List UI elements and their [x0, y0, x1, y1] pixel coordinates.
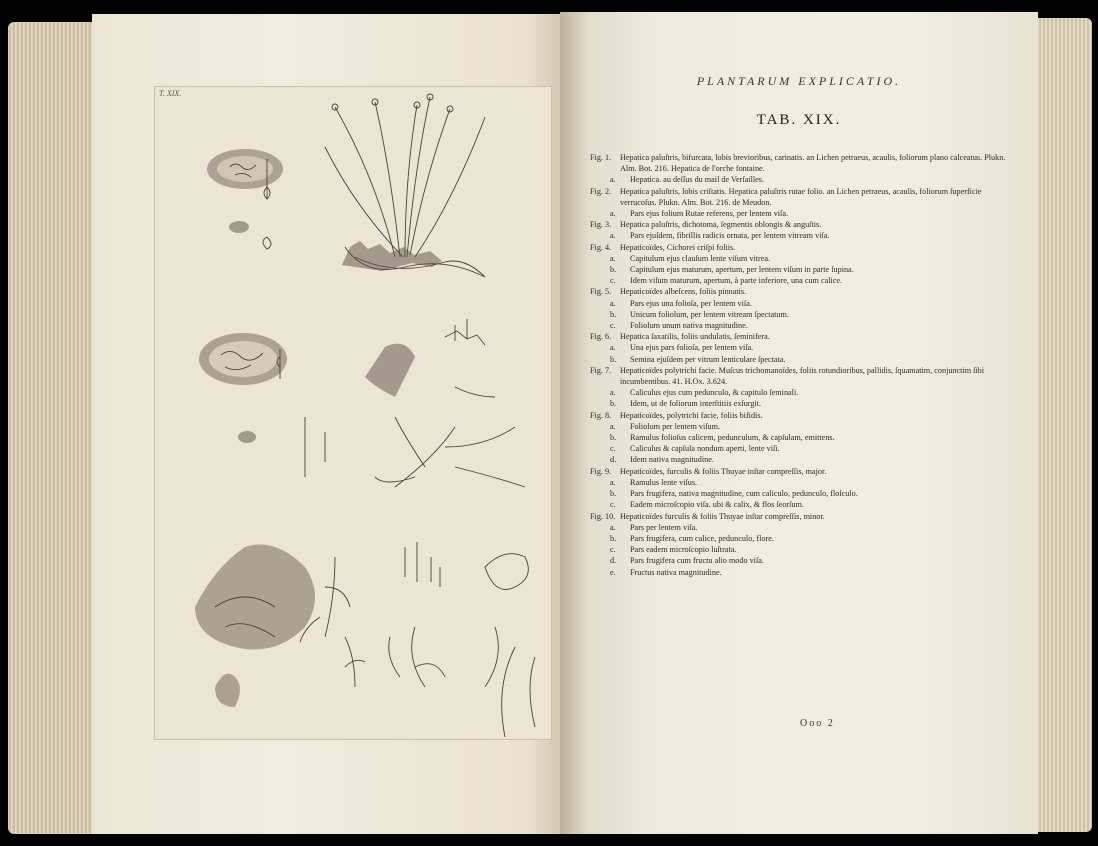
entry-text: Hepaticoïdes albeſcens, foliis pinnatis.: [620, 287, 747, 297]
list-item: [590, 275, 1010, 286]
entry-label: e.: [610, 567, 616, 577]
entry-label: c.: [610, 500, 616, 510]
left-page: [92, 14, 564, 834]
entry-text: Hepatica ſaxatilis, foliis undulatis, ſeminifera.: [620, 332, 770, 342]
botanical-plate: [154, 86, 552, 740]
list-item: [590, 533, 1010, 544]
entry-label: Fig. 1.: [590, 153, 612, 162]
figure-9-10-illustration: [300, 557, 535, 737]
list-item: [590, 174, 1010, 185]
entry-text: Pars frugifera cum fructu alio modo viſa.: [630, 556, 764, 566]
entry-label: c.: [610, 321, 616, 331]
entry-text: Fructus nativa magnitudine.: [630, 567, 722, 577]
list-item: [590, 567, 1010, 578]
entry-label: Fig. 10.: [590, 511, 616, 521]
entry-text: Capitulum ejus maturum, apertum, per lentem viſum in parte ſupina.: [630, 265, 854, 275]
list-item: [590, 398, 1010, 409]
figure-3-illustration: [195, 545, 315, 708]
list-item: [590, 387, 1010, 398]
entry-text: Caliculus & capſula nondum aperti, lente viſi.: [630, 444, 780, 454]
entry-text: Pars ejus folium Rutae referens, per lentem viſa.: [630, 209, 789, 219]
entry-text: Ramulus folioſus calicem, pedunculum, & capſulam, emittens.: [630, 433, 835, 443]
entry-text: Hepatica. au deſſus du mail de Verſailles.: [630, 175, 764, 185]
entry-label: c.: [610, 545, 616, 555]
entry-label: a.: [610, 388, 616, 398]
entry-label: b.: [610, 433, 617, 443]
entry-label: a.: [610, 175, 616, 185]
entry-label: d.: [610, 556, 617, 566]
entry-label: Fig. 6.: [590, 332, 612, 342]
list-item: [590, 466, 1010, 477]
plate-engraving: [155, 87, 551, 739]
entry-label: Fig. 9.: [590, 466, 612, 476]
entry-text: Pars ejuſdem, fibrillis radicis ornata, per lentem vitream viſa.: [630, 231, 830, 241]
entry-text: Pars eadem microſcopio luſtrata.: [630, 545, 737, 555]
entry-label: Fig. 3.: [590, 220, 612, 230]
entry-text: Hepaticoïdes furculis & foliis Thuyae inſtar compreſſis, minor.: [620, 511, 825, 521]
entry-text: Unicum foliolum, per lentem vitream ſpectatum.: [630, 309, 789, 319]
left-page-edges: [8, 22, 98, 834]
list-item: [590, 454, 1010, 465]
list-item: [590, 253, 1010, 264]
list-item: [590, 410, 1010, 421]
list-item: [590, 499, 1010, 510]
list-item: [590, 309, 1010, 320]
entry-label: d.: [610, 455, 617, 465]
list-item: [590, 544, 1010, 555]
list-item: [590, 242, 1010, 253]
entry-label: Fig. 7.: [590, 365, 612, 375]
running-head: PLANTARUM EXPLICATIO.: [696, 74, 902, 88]
entry-label: c.: [610, 444, 616, 454]
entry-text: Idem, ut de foliorum interſtitiis exſurgit.: [630, 399, 762, 409]
list-item: [590, 522, 1010, 533]
right-page-edges: [1034, 18, 1092, 832]
entry-text: Hepaticoïdes, Cichorei criſpi foliis.: [620, 242, 736, 252]
entry-label: b.: [610, 399, 617, 409]
list-item: [590, 443, 1010, 454]
signature-mark: Ooo 2: [800, 718, 835, 729]
plate-number: T. XIX.: [159, 89, 182, 98]
entry-text: Hepatica paluſtris, dichotoma, ſegmentis oblongis & anguſtis.: [620, 220, 822, 230]
entry-text: Eadem microſcopio viſa. ubi & calix, & flos ſeorſum.: [630, 500, 804, 510]
list-item: [590, 432, 1010, 443]
entry-text: Idem nativa magnitudine.: [630, 455, 714, 465]
table-title: TAB. XIX.: [756, 112, 842, 128]
entry-text: Caliculus ejus cum pedunculo, & capitulo ſeminali.: [630, 388, 799, 398]
entry-label: a.: [610, 421, 616, 431]
entry-text: Pars frugifera, cum calice, pedunculo, flore.: [630, 533, 774, 543]
entry-label: Fig. 2.: [590, 186, 612, 196]
list-item: [590, 331, 1010, 342]
entry-text: Una ejus pars folioſa, per lentem viſa.: [630, 343, 754, 353]
list-item: [590, 298, 1010, 309]
list-item: [590, 477, 1010, 488]
list-item: [590, 208, 1010, 219]
entry-label: a.: [610, 298, 616, 308]
list-item: [590, 286, 1010, 297]
entry-text: Ramulus lente viſus.: [630, 477, 698, 487]
entry-label: a.: [610, 253, 616, 263]
list-item: [590, 320, 1010, 331]
entry-text: Foliolum per lentem viſum.: [630, 421, 721, 431]
entry-label: a.: [610, 209, 616, 219]
list-item: [590, 488, 1010, 499]
entry-label: Fig. 8.: [590, 410, 612, 420]
entry-text: Pars per lentem viſa.: [630, 522, 698, 532]
entry-text: Hepatica paluſtris, lobis criſtatis. Hepatica paluſtris rutae folio. an Lichen petraeus, acaulis, foliorum ſuperficie verrucoſus. Plukn. Alm. Bot. 216. de Meudon.: [620, 186, 982, 207]
right-page: [560, 12, 1038, 834]
entry-label: b.: [610, 489, 617, 499]
entry-label: b.: [610, 533, 617, 543]
figure-1-illustration: [207, 149, 283, 233]
entry-label: Fig. 4.: [590, 242, 612, 252]
entry-text: Foliolum unum nativa magnitudine.: [630, 321, 748, 331]
entry-label: b.: [610, 309, 617, 319]
figure-7-illustration: [305, 417, 525, 487]
list-item: [590, 365, 1010, 387]
list-item: [590, 421, 1010, 432]
entry-text: Hepaticoïdes, furculis & foliis Thuyae inſtar compreſſis, major.: [620, 466, 827, 476]
entry-text: Hepaticoïdes, polytrichi facie, foliis bifidis.: [620, 410, 763, 420]
open-book: [8, 10, 1092, 838]
figure-8-illustration: [405, 542, 528, 590]
entry-label: Fig. 5.: [590, 287, 612, 297]
figure-2-illustration: [199, 333, 287, 443]
figure-explanation-list: [590, 152, 1010, 578]
entry-text: Pars frugifera, nativa magnitudine, cum caliculo, pedunculo, floſculo.: [630, 489, 858, 499]
entry-text: Semina ejuſdem per vitrum lenticulare ſpectata.: [630, 354, 786, 364]
figure-4-illustration: [263, 94, 485, 277]
entry-text: Capitulum ejus clauſum lente viſum vitrea.: [630, 253, 771, 263]
entry-label: a.: [610, 231, 616, 241]
entry-text: Idem viſum maturum, apertum, à parte inferiore, una cum calice.: [630, 276, 843, 286]
list-item: [590, 511, 1010, 522]
list-item: [590, 219, 1010, 230]
list-item: [590, 186, 1010, 208]
entry-text: Pars ejus una folioſa, per lentem viſa.: [630, 298, 752, 308]
list-item: [590, 264, 1010, 275]
list-item: [590, 342, 1010, 353]
list-item: [590, 152, 1010, 174]
figure-5-6-illustration: [277, 319, 495, 397]
entry-label: a.: [610, 522, 616, 532]
list-item: [590, 354, 1010, 365]
entry-label: a.: [610, 343, 616, 353]
entry-label: a.: [610, 477, 616, 487]
entry-label: b.: [610, 265, 617, 275]
list-item: [590, 230, 1010, 241]
entry-text: Hepatica paluſtris, bifurcata, lobis brevioribus, carinatis. an Lichen petraeus, acaulis, foliorum plano calceatus. Plukn. Alm. Bot. 216. Hepatica de l'orche fontaine.: [620, 153, 1006, 174]
entry-label: c.: [610, 276, 616, 286]
entry-text: Hepaticoïdes polytrichi facie. Muſcus trichomanoïdes, foliis rotundioribus, pallidis, ſquamatim, conjunctim ſibi incumbentibus. 41. H.Ox. 3.624.: [620, 365, 985, 387]
list-item: [590, 555, 1010, 566]
entry-label: b.: [610, 354, 617, 364]
